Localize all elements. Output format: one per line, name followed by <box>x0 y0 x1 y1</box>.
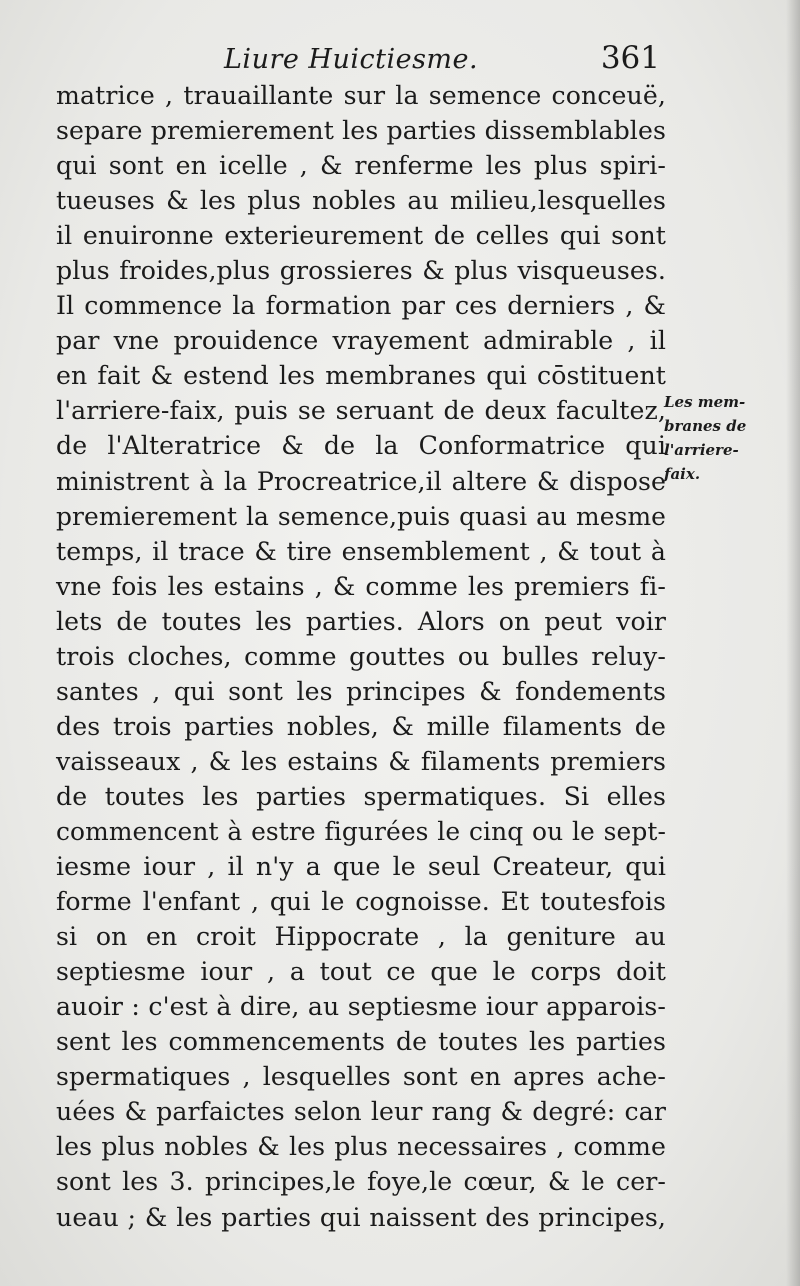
text-line: si on en croit Hippocrate , la geniture au <box>56 922 666 952</box>
text-line: par vne prouidence vrayement admirable , il <box>56 326 666 356</box>
text-line: iesme iour , il n'y a que le seul Createur, qui <box>56 852 666 882</box>
text-line: qui sont en icelle , & renferme les plus spiri- <box>56 151 666 181</box>
margin-note-line: branes de <box>664 417 747 435</box>
text-line: Il commence la formation par ces derniers , & <box>56 291 666 321</box>
margin-note <box>664 390 784 486</box>
running-title: Liure Huictiesme. <box>224 44 479 75</box>
text-line: temps, il trace & tire ensemblement , & tout à <box>56 536 666 566</box>
text-line: l'arriere-faix, puis se seruant de deux facultez, <box>56 396 666 426</box>
text-line: forme l'enfant , qui le cognoisse. Et toutesfois <box>56 887 666 917</box>
body-text <box>56 78 666 1235</box>
text-line: uées & parfaictes selon leur rang & degré: car <box>56 1097 666 1127</box>
text-line: premierement la semence,puis quasi au mesme <box>56 501 666 531</box>
margin-note-line: Les mem- <box>664 393 746 411</box>
text-line: auoir : c'est à dire, au septiesme iour apparois- <box>56 992 666 1022</box>
text-line: spermatiques , lesquelles sont en apres ache- <box>56 1062 666 1092</box>
text-line: vne fois les estains , & comme les premiers fi- <box>56 571 666 601</box>
text-line: lets de toutes les parties. Alors on peut voir <box>56 606 666 636</box>
text-line: commencent à estre figurées le cinq ou le sept- <box>56 816 666 846</box>
text-line: ueau ; & les parties qui naissent des principes, <box>56 1202 666 1232</box>
page-edge-shadow <box>786 0 800 1286</box>
text-line: en fait & estend les membranes qui cōstituent <box>56 361 666 391</box>
text-line: sent les commencements de toutes les parties <box>56 1027 666 1057</box>
margin-note-line: faix. <box>664 465 701 483</box>
page-number: 361 <box>600 40 660 76</box>
text-line: de l'Alteratrice & de la Conformatrice qui <box>56 431 666 461</box>
margin-note-line: l'arriere- <box>664 441 739 459</box>
text-line: des trois parties nobles, & mille filaments de <box>56 711 666 741</box>
text-line: tueuses & les plus nobles au milieu,lesquelles <box>56 186 666 216</box>
text-line: sont les 3. principes,le foye,le cœur, & le cer- <box>56 1167 666 1197</box>
text-line: separe premierement les parties dissemblables <box>56 116 666 146</box>
text-line: santes , qui sont les principes & fondements <box>56 676 666 706</box>
text-line: les plus nobles & les plus necessaires , comme <box>56 1132 666 1162</box>
text-line: vaisseaux , & les estains & filaments premiers <box>56 746 666 776</box>
text-line: matrice , trauaillante sur la semence conceuë, <box>56 81 666 110</box>
text-line: de toutes les parties spermatiques. Si elles <box>56 781 666 811</box>
text-line: ministrent à la Procreatrice,il altere & dispose <box>56 466 666 496</box>
text-line: il enuironne exterieurement de celles qui sont <box>56 221 666 251</box>
text-line: plus froides,plus grossieres & plus visqueuses. <box>56 256 666 286</box>
text-line: septiesme iour , a tout ce que le corps doit <box>56 957 666 987</box>
text-line: trois cloches, comme gouttes ou bulles reluy- <box>56 641 666 671</box>
